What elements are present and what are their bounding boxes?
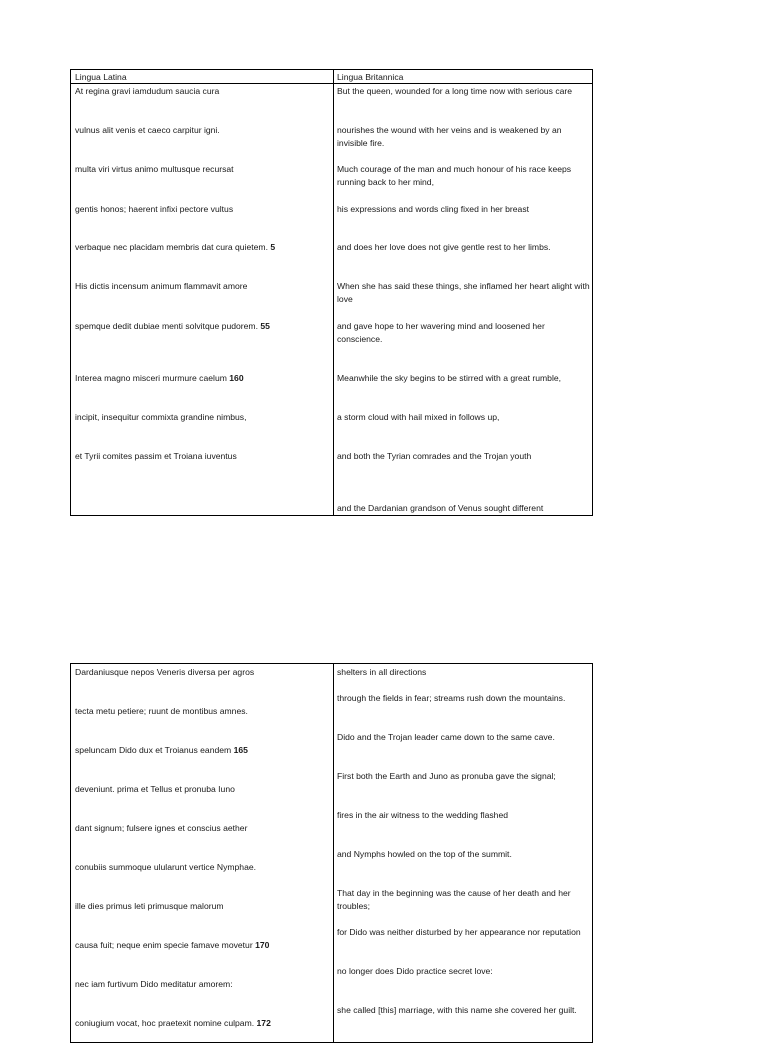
english-line: his expressions and words cling fixed in her breast bbox=[337, 204, 530, 214]
english-line: and the Dardanian grandson of Venus sought different bbox=[337, 503, 544, 513]
latin-line: verbaque nec placidam membris dat cura quietem. 5 bbox=[75, 242, 276, 252]
latin-line: dant signum; fulsere ignes et conscius aether bbox=[75, 823, 248, 833]
line-number: 165 bbox=[233, 745, 248, 755]
latin-line: conubiis summoque ulularunt vertice Nymphae. bbox=[75, 862, 257, 872]
column-divider bbox=[333, 70, 334, 515]
english-line: shelters in all directions bbox=[337, 667, 427, 677]
line-number: 170 bbox=[255, 940, 270, 950]
english-line: Meanwhile the sky begins to be stirred with a great rumble, bbox=[337, 373, 562, 383]
latin-line: Dardaniusque nepos Veneris diversa per agros bbox=[75, 667, 255, 677]
line-number: 55 bbox=[260, 321, 270, 331]
latin-line: spemque dedit dubiae menti solvitque pudorem. 55 bbox=[75, 321, 270, 331]
latin-line: nec iam furtivum Dido meditatur amorem: bbox=[75, 979, 233, 989]
header-latin: Lingua Latina bbox=[75, 72, 127, 82]
english-line: and does her love does not give gentle rest to her limbs. bbox=[337, 242, 551, 252]
latin-line: coniugium vocat, hoc praetexit nomine culpam. 172 bbox=[75, 1018, 271, 1028]
english-line: fires in the air witness to the wedding flashed bbox=[337, 810, 509, 820]
english-line: When she has said these things, she inflamed her heart alight with love bbox=[337, 281, 590, 304]
english-line: a storm cloud with hail mixed in follows up, bbox=[337, 412, 500, 422]
english-line: no longer does Dido practice secret love: bbox=[337, 966, 493, 976]
english-line: Much courage of the man and much honour of his race keeps running back to her mind, bbox=[337, 164, 572, 187]
translation-table-2 bbox=[70, 663, 593, 1043]
english-line: First both the Earth and Juno as pronuba gave the signal; bbox=[337, 771, 556, 781]
latin-line: Interea magno misceri murmure caelum 160 bbox=[75, 373, 244, 383]
line-number: 5 bbox=[270, 242, 276, 252]
latin-line: His dictis incensum animum flammavit amore bbox=[75, 281, 248, 291]
translation-table-1 bbox=[70, 69, 593, 516]
latin-line: vulnus alit venis et caeco carpitur igni. bbox=[75, 125, 220, 135]
english-line: Dido and the Trojan leader came down to the same cave. bbox=[337, 732, 555, 742]
latin-line: incipit, insequitur commixta grandine nimbus, bbox=[75, 412, 247, 422]
english-line: and both the Tyrian comrades and the Trojan youth bbox=[337, 451, 532, 461]
latin-line: deveniunt. prima et Tellus et pronuba Iuno bbox=[75, 784, 235, 794]
english-line: and gave hope to her wavering mind and loosened her conscience. bbox=[337, 321, 545, 344]
header-english: Lingua Britannica bbox=[337, 72, 404, 82]
latin-line: multa viri virtus animo multusque recursat bbox=[75, 164, 234, 174]
latin-line: speluncam Dido dux et Troianus eandem 165 bbox=[75, 745, 248, 755]
english-line: and Nymphs howled on the top of the summit. bbox=[337, 849, 512, 859]
english-line: But the queen, wounded for a long time now with serious care bbox=[337, 86, 573, 96]
line-number: 172 bbox=[256, 1018, 271, 1028]
latin-line: tecta metu petiere; ruunt de montibus amnes. bbox=[75, 706, 248, 716]
latin-line: causa fuit; neque enim specie famave movetur 170 bbox=[75, 940, 270, 950]
latin-line: At regina gravi iamdudum saucia cura bbox=[75, 86, 220, 96]
latin-line: ille dies primus leti primusque malorum bbox=[75, 901, 224, 911]
line-number: 160 bbox=[229, 373, 244, 383]
english-line: through the fields in fear; streams rush down the mountains. bbox=[337, 693, 566, 703]
english-line: for Dido was neither disturbed by her appearance nor reputation bbox=[337, 927, 581, 937]
latin-line: et Tyrii comites passim et Troiana iuventus bbox=[75, 451, 237, 461]
english-line: she called [this] marriage, with this name she covered her guilt. bbox=[337, 1005, 577, 1015]
english-line: That day in the beginning was the cause of her death and her troubles; bbox=[337, 888, 571, 911]
latin-line: gentis honos; haerent infixi pectore vultus bbox=[75, 204, 234, 214]
english-line: nourishes the wound with her veins and is weakened by an invisible fire. bbox=[337, 125, 562, 148]
column-divider bbox=[333, 664, 334, 1042]
